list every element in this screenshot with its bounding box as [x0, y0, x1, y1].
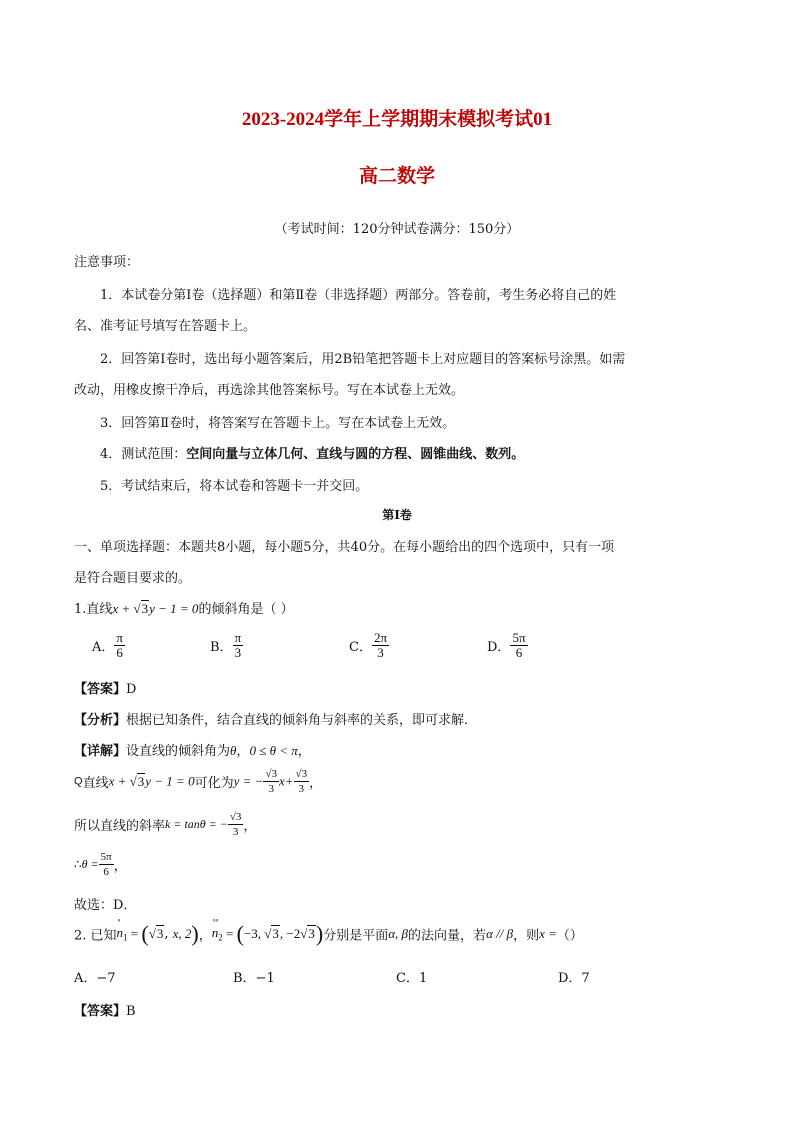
- q2-x: x =: [539, 926, 557, 941]
- vector-arrow-icon: ᵘᵘ: [212, 916, 219, 927]
- detail2-frac-2: [294, 767, 310, 796]
- therefore-symbol: ∴: [74, 857, 82, 872]
- detail-text: 设直线的倾斜角为: [126, 744, 231, 759]
- frac-den: 3: [268, 783, 274, 795]
- note-2-line-2: 改动，用橡皮擦干净后，再选涂其他答案标号。写在本试卷上无效。: [74, 383, 465, 398]
- vec-name: n: [116, 925, 124, 941]
- sep: ，: [198, 928, 212, 944]
- q1-option-a: [92, 631, 125, 660]
- q1-option-c: [349, 631, 389, 660]
- sqrt-val: 3: [271, 768, 277, 780]
- analysis-text: 根据已知条件，结合直线的倾斜角与斜率的关系，即可求解．: [126, 713, 478, 728]
- q2-text-b: 的法向量，若: [408, 928, 487, 944]
- q2-stem: 2. 已知 ᵘ $n_1 = (√3$, x, 2)， ᵘᵘ $n_2 = (-3$, √3, −2√3)分别是平面α, β的法向量，若α // β，则x =（）: [74, 916, 583, 946]
- option-letter: A．: [92, 640, 115, 655]
- frac-den: 3: [232, 826, 239, 838]
- note-2-line-1: 2．回答第Ⅰ卷时，选出每小题答案后，用2B铅笔把答题卡上对应题目的答案标号涂黑。如需: [100, 352, 626, 367]
- detail3-frac: [228, 810, 244, 839]
- q1-choose: 故选：D．: [74, 898, 137, 913]
- section-intro-line-2: 是符合题目要求的。: [74, 571, 192, 586]
- q2-option-d: D．7: [558, 971, 590, 986]
- detail-theta: θ: [230, 743, 237, 758]
- detail2-y: y = −: [233, 773, 264, 789]
- note-4: [100, 443, 524, 462]
- frac-den: 6: [103, 866, 109, 878]
- doc-title: 2023-2024学年上学期期末模拟考试01: [241, 109, 553, 130]
- exam-info: （考试时间：120分钟试卷满分：150分）: [274, 222, 520, 237]
- q2-option-b: B．−1: [233, 971, 275, 986]
- frac-den: 3: [298, 783, 305, 795]
- answer-tag: 【答案】: [74, 1004, 127, 1019]
- detail2-sqrt: √3: [129, 773, 145, 789]
- q2-parallel: α // β: [486, 926, 514, 941]
- detail2-end: ，: [309, 776, 323, 791]
- answer-tag: 【答案】: [74, 682, 127, 697]
- q1-suffix: 的倾斜角是（ ）: [198, 602, 294, 617]
- detail3-text: 所以直线的斜率: [74, 819, 166, 834]
- detail2-eq2: y − 1 = 0: [145, 773, 195, 789]
- sqrt-val: 3: [235, 811, 242, 823]
- q2-prefix: 2. 已知: [74, 928, 117, 944]
- vec-sub: 1: [123, 932, 128, 943]
- option-fraction: [510, 631, 527, 660]
- option-letter: D．: [487, 640, 511, 655]
- option-letter: C．: [349, 640, 372, 655]
- option-letter: B．: [210, 640, 233, 655]
- note-1-line-2: 名、准考证号填写在答题卡上。: [74, 319, 257, 334]
- note-4-prefix: 4．测试范围：: [100, 447, 187, 462]
- eq-sign: =: [222, 926, 237, 941]
- vector-arrow-icon: ᵘ: [117, 916, 121, 927]
- q1-eq-plus: +: [118, 601, 134, 616]
- q2-planes: α, β: [388, 926, 409, 941]
- q2-n1: [116, 916, 128, 943]
- q1-option-b: [210, 631, 243, 660]
- q1-detail-line-2: [74, 767, 322, 796]
- paren-close: ): [191, 921, 199, 946]
- frac-num: π: [116, 630, 123, 645]
- analysis-tag: 【分析】: [74, 713, 127, 728]
- q1-prefix: 1.直线: [74, 602, 113, 617]
- detail4-theta: θ =: [81, 857, 99, 871]
- detail3-end: ，: [243, 819, 257, 834]
- notes-heading: 注意事项：: [74, 255, 140, 270]
- sqrt-val: 3: [137, 773, 145, 789]
- q2-answer: [74, 1000, 136, 1019]
- q2-sqrt-c: √3: [300, 926, 315, 941]
- q2-text-d: （）: [556, 928, 583, 944]
- answer-value: B: [126, 1004, 136, 1019]
- option-fraction: [114, 631, 125, 660]
- frac-den: 6: [116, 645, 123, 660]
- q1-eq-rest: y − 1 = 0: [149, 601, 199, 616]
- detail2-eq: x +: [108, 773, 130, 789]
- note-4-scope: 空间向量与立体几何、直线与圆的方程、圆锥曲线、数列。: [186, 447, 525, 462]
- q2-text-c: ，则: [513, 928, 540, 944]
- q1-detail-line-1: [74, 740, 311, 759]
- eq-sign: =: [127, 926, 142, 941]
- note-1-line-1: 1．本试卷分第Ⅰ卷（选择题）和第Ⅱ卷（非选择题）两部分。答卷前，考生务必将自己的姓: [100, 288, 617, 303]
- paren-open: (: [141, 921, 149, 946]
- detail4-end: ，: [113, 859, 127, 874]
- sqrt-val: 3: [156, 926, 164, 941]
- frac-num: π: [234, 630, 242, 645]
- detail2-text-b: 可化为: [194, 776, 234, 791]
- paren-close: ): [315, 921, 324, 946]
- doc-subject: 高二数学: [358, 166, 435, 187]
- q1-stem: [74, 598, 294, 617]
- frac-num: 5π: [100, 851, 112, 863]
- q2-text-a: 分别是平面: [323, 928, 389, 944]
- frac-num: 2π: [373, 630, 388, 645]
- detail-range: 0 ≤ θ < π: [249, 743, 298, 758]
- detail-sep: ，: [236, 744, 250, 759]
- detail-end: ，: [297, 744, 311, 759]
- vec-name: n: [211, 925, 219, 941]
- vec2-c: , −2: [279, 926, 301, 941]
- because-symbol: Q: [74, 775, 83, 788]
- sqrt-val: 3: [308, 926, 315, 941]
- q2-option-c: C．1: [396, 971, 428, 986]
- q1-analysis: [74, 709, 477, 728]
- detail2-x: x+: [278, 773, 294, 789]
- detail2-text-a: 直线: [82, 776, 109, 791]
- sqrt-val: 3: [301, 768, 308, 780]
- q1-sqrt-val: 3: [141, 601, 149, 616]
- frac-den: 3: [377, 645, 384, 660]
- q1-answer: [74, 678, 136, 697]
- frac-num: 5π: [512, 630, 526, 645]
- vec2-a: −3,: [243, 926, 265, 941]
- q2-option-a: A．−7: [74, 971, 116, 986]
- frac-den: 3: [234, 645, 242, 660]
- detail2-frac-1: [263, 767, 279, 796]
- frac-num: √3: [295, 768, 308, 780]
- detail3-k: k = tanθ = −: [165, 817, 228, 831]
- answer-value: D: [126, 682, 137, 697]
- paren-open: (: [236, 921, 244, 946]
- q2-n2: [211, 916, 223, 943]
- q2-sqrt-b: √3: [264, 926, 279, 941]
- sqrt-val: 3: [272, 926, 279, 941]
- frac-num: √3: [229, 811, 242, 823]
- section-intro-line-1: 一、单项选择题：本题共8小题，每小题5分，共40分。在每小题给出的四个选项中，只有一项: [74, 540, 615, 555]
- vec1-rest: x, 2: [172, 926, 192, 941]
- note-3: 3．回答第Ⅱ卷时，将答案写在答题卡上。写在本试卷上无效。: [100, 416, 456, 431]
- option-fraction: [233, 631, 244, 660]
- q1-detail-line-4: [74, 850, 127, 879]
- q1-detail-line-3: [74, 810, 256, 839]
- option-fraction: [372, 631, 389, 660]
- detail4-frac: [99, 850, 114, 879]
- note-5: 5．考试结束后，将本试卷和答题卡一并交回。: [100, 479, 369, 494]
- q1-option-d: [487, 631, 528, 660]
- detail-tag: 【详解】: [74, 744, 127, 759]
- vec-sub: 2: [218, 932, 223, 943]
- frac-den: 6: [515, 645, 523, 660]
- q1-sqrt: √3: [133, 601, 149, 616]
- q2-sqrt: √3: [148, 926, 164, 941]
- frac-num: √3: [265, 768, 277, 780]
- q1-eq-x: x: [112, 601, 119, 616]
- section-label: 第Ⅰ卷: [382, 508, 412, 522]
